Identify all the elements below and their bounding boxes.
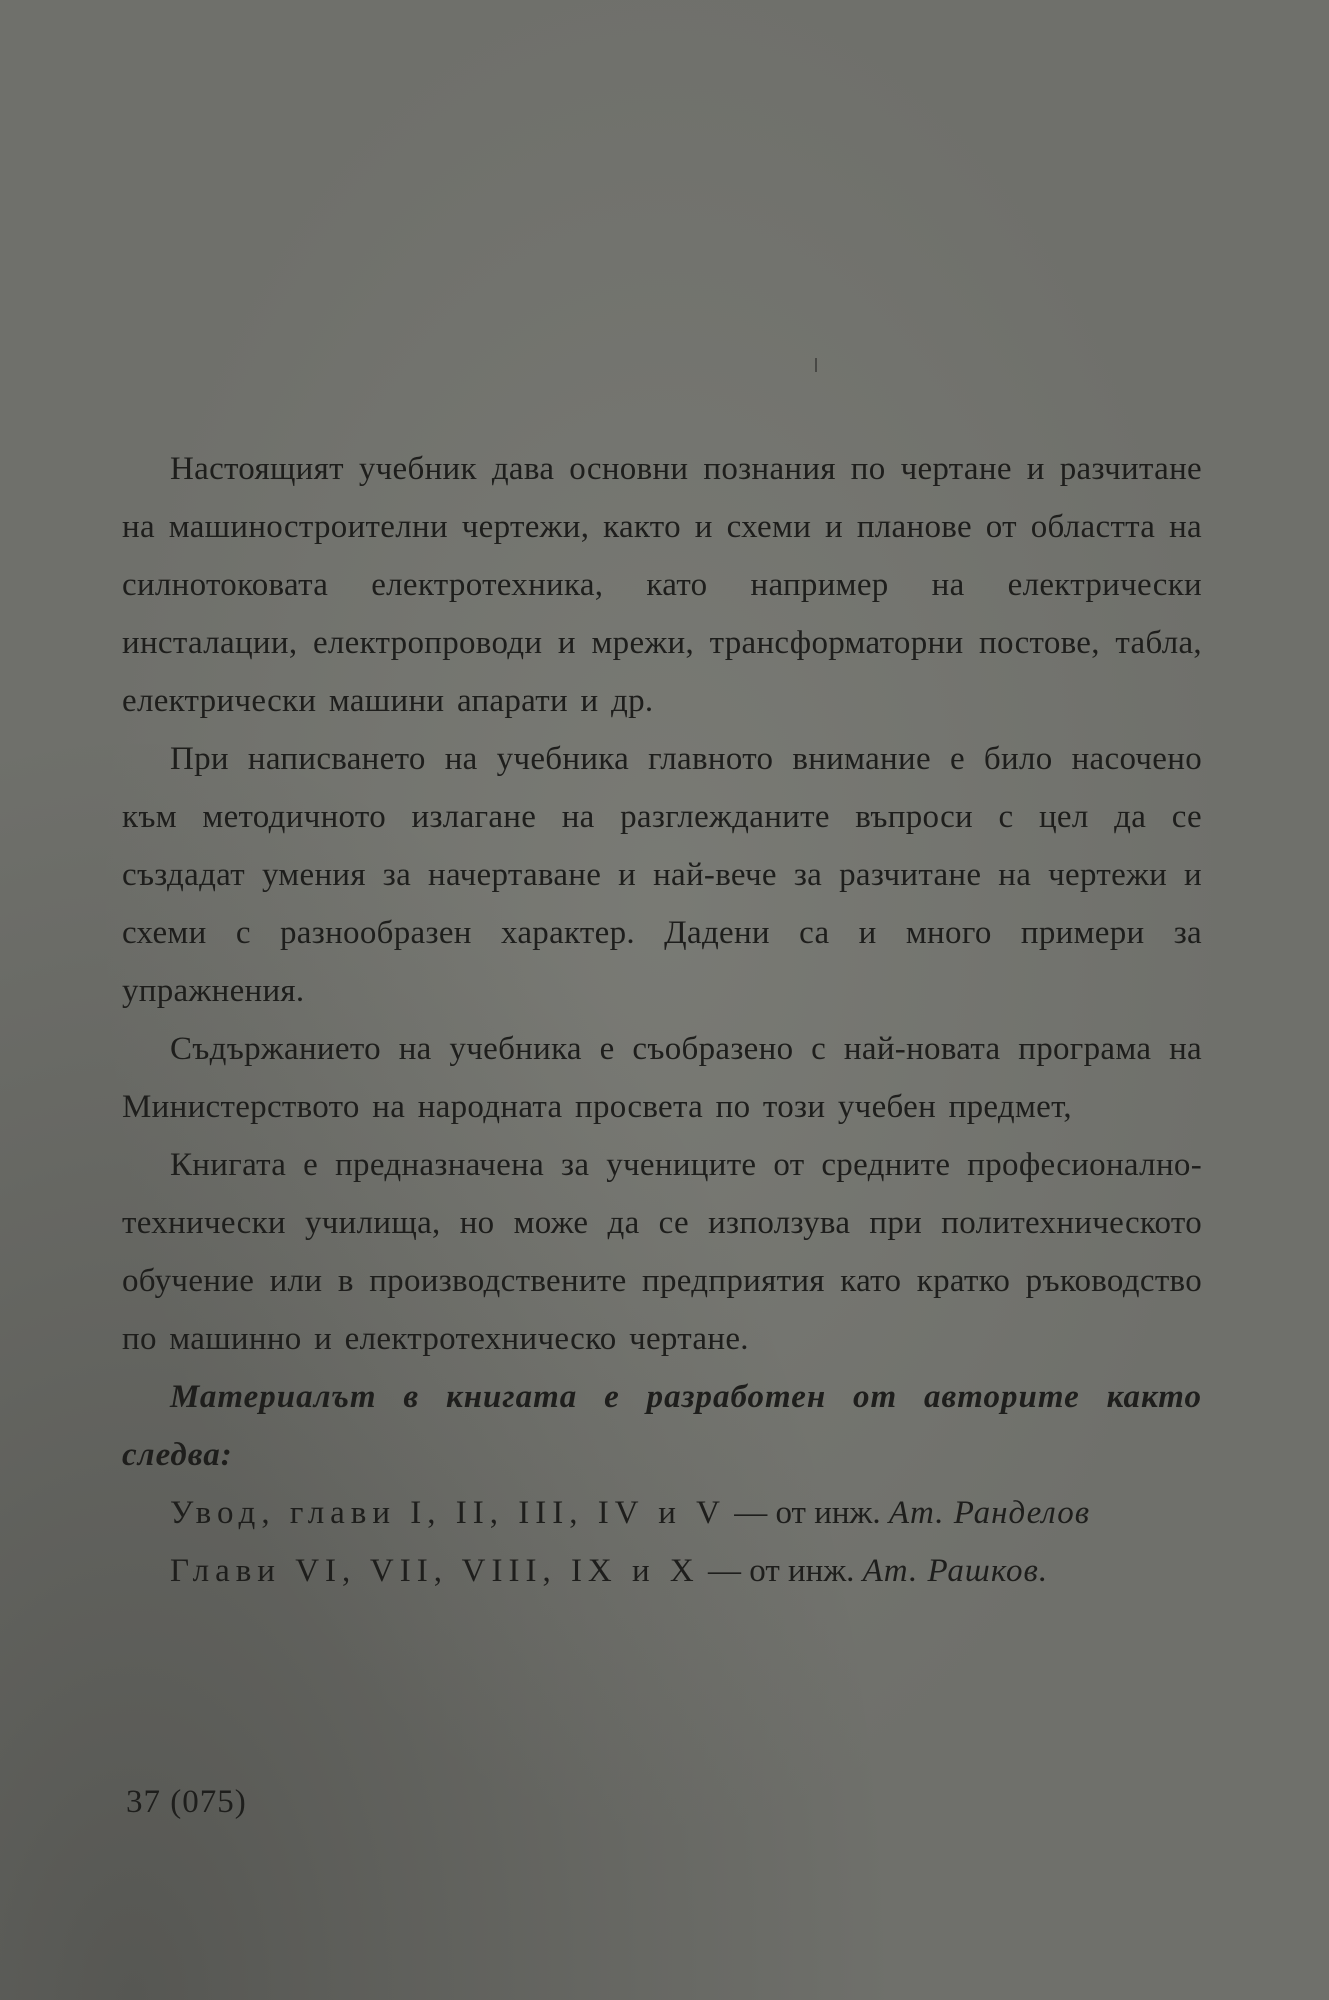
paragraph-method: При написването на учебника главното внимание е било насочено към методичното излагане на разглежданите въпроси с цел да се създадат умения за начертаване и най-вече за разчитане на чертежи и схеми с разнообразен характер. Дадени са и много примери за упражнения. (122, 741, 1202, 1009)
credit-author-1: Ат. Ранделов (888, 1495, 1091, 1531)
classification-code: 37 (075) (126, 1784, 247, 1820)
credit-line-2 (122, 1542, 1202, 1600)
credit-sep-2: — от инж. (699, 1553, 863, 1589)
credit-sep-1: — от инж. (725, 1495, 889, 1531)
credit-chapters-2: Глави VI, VII, VIII, IX и X (170, 1553, 700, 1589)
paragraph-audience: Книгата е предназначена за учениците от средните професионално-технически училища, но може да се използува при политехническото обучение или в производствените предприятия като кратко ръководство по машинно и електротехническо чертане. (122, 1147, 1202, 1357)
credit-author-2: Ат. Рашков. (862, 1553, 1049, 1589)
print-mark (815, 358, 817, 372)
credit-chapters-1: Увод, глави I, II, III, IV и V (170, 1495, 726, 1531)
paragraph-curriculum: Съдържанието на учебника е съобразено с най-новата програма на Министерството на народната просвета по този учебен предмет, (122, 1031, 1202, 1125)
credit-line-1 (122, 1484, 1202, 1542)
paragraph-intro: Настоящият учебник дава основни познания по чертане и разчитане на машиностроителни чертежи, както и схеми и планове от областта на силнотоковата електротехника, като например на електрически инсталации, електропроводи и мрежи, трансформаторни постове, табла, електрически машини апарати и др. (122, 451, 1202, 719)
preface-text (122, 440, 1202, 1600)
authors-note: Материалът в книгата е разработен от авторите както следва: (122, 1379, 1202, 1473)
